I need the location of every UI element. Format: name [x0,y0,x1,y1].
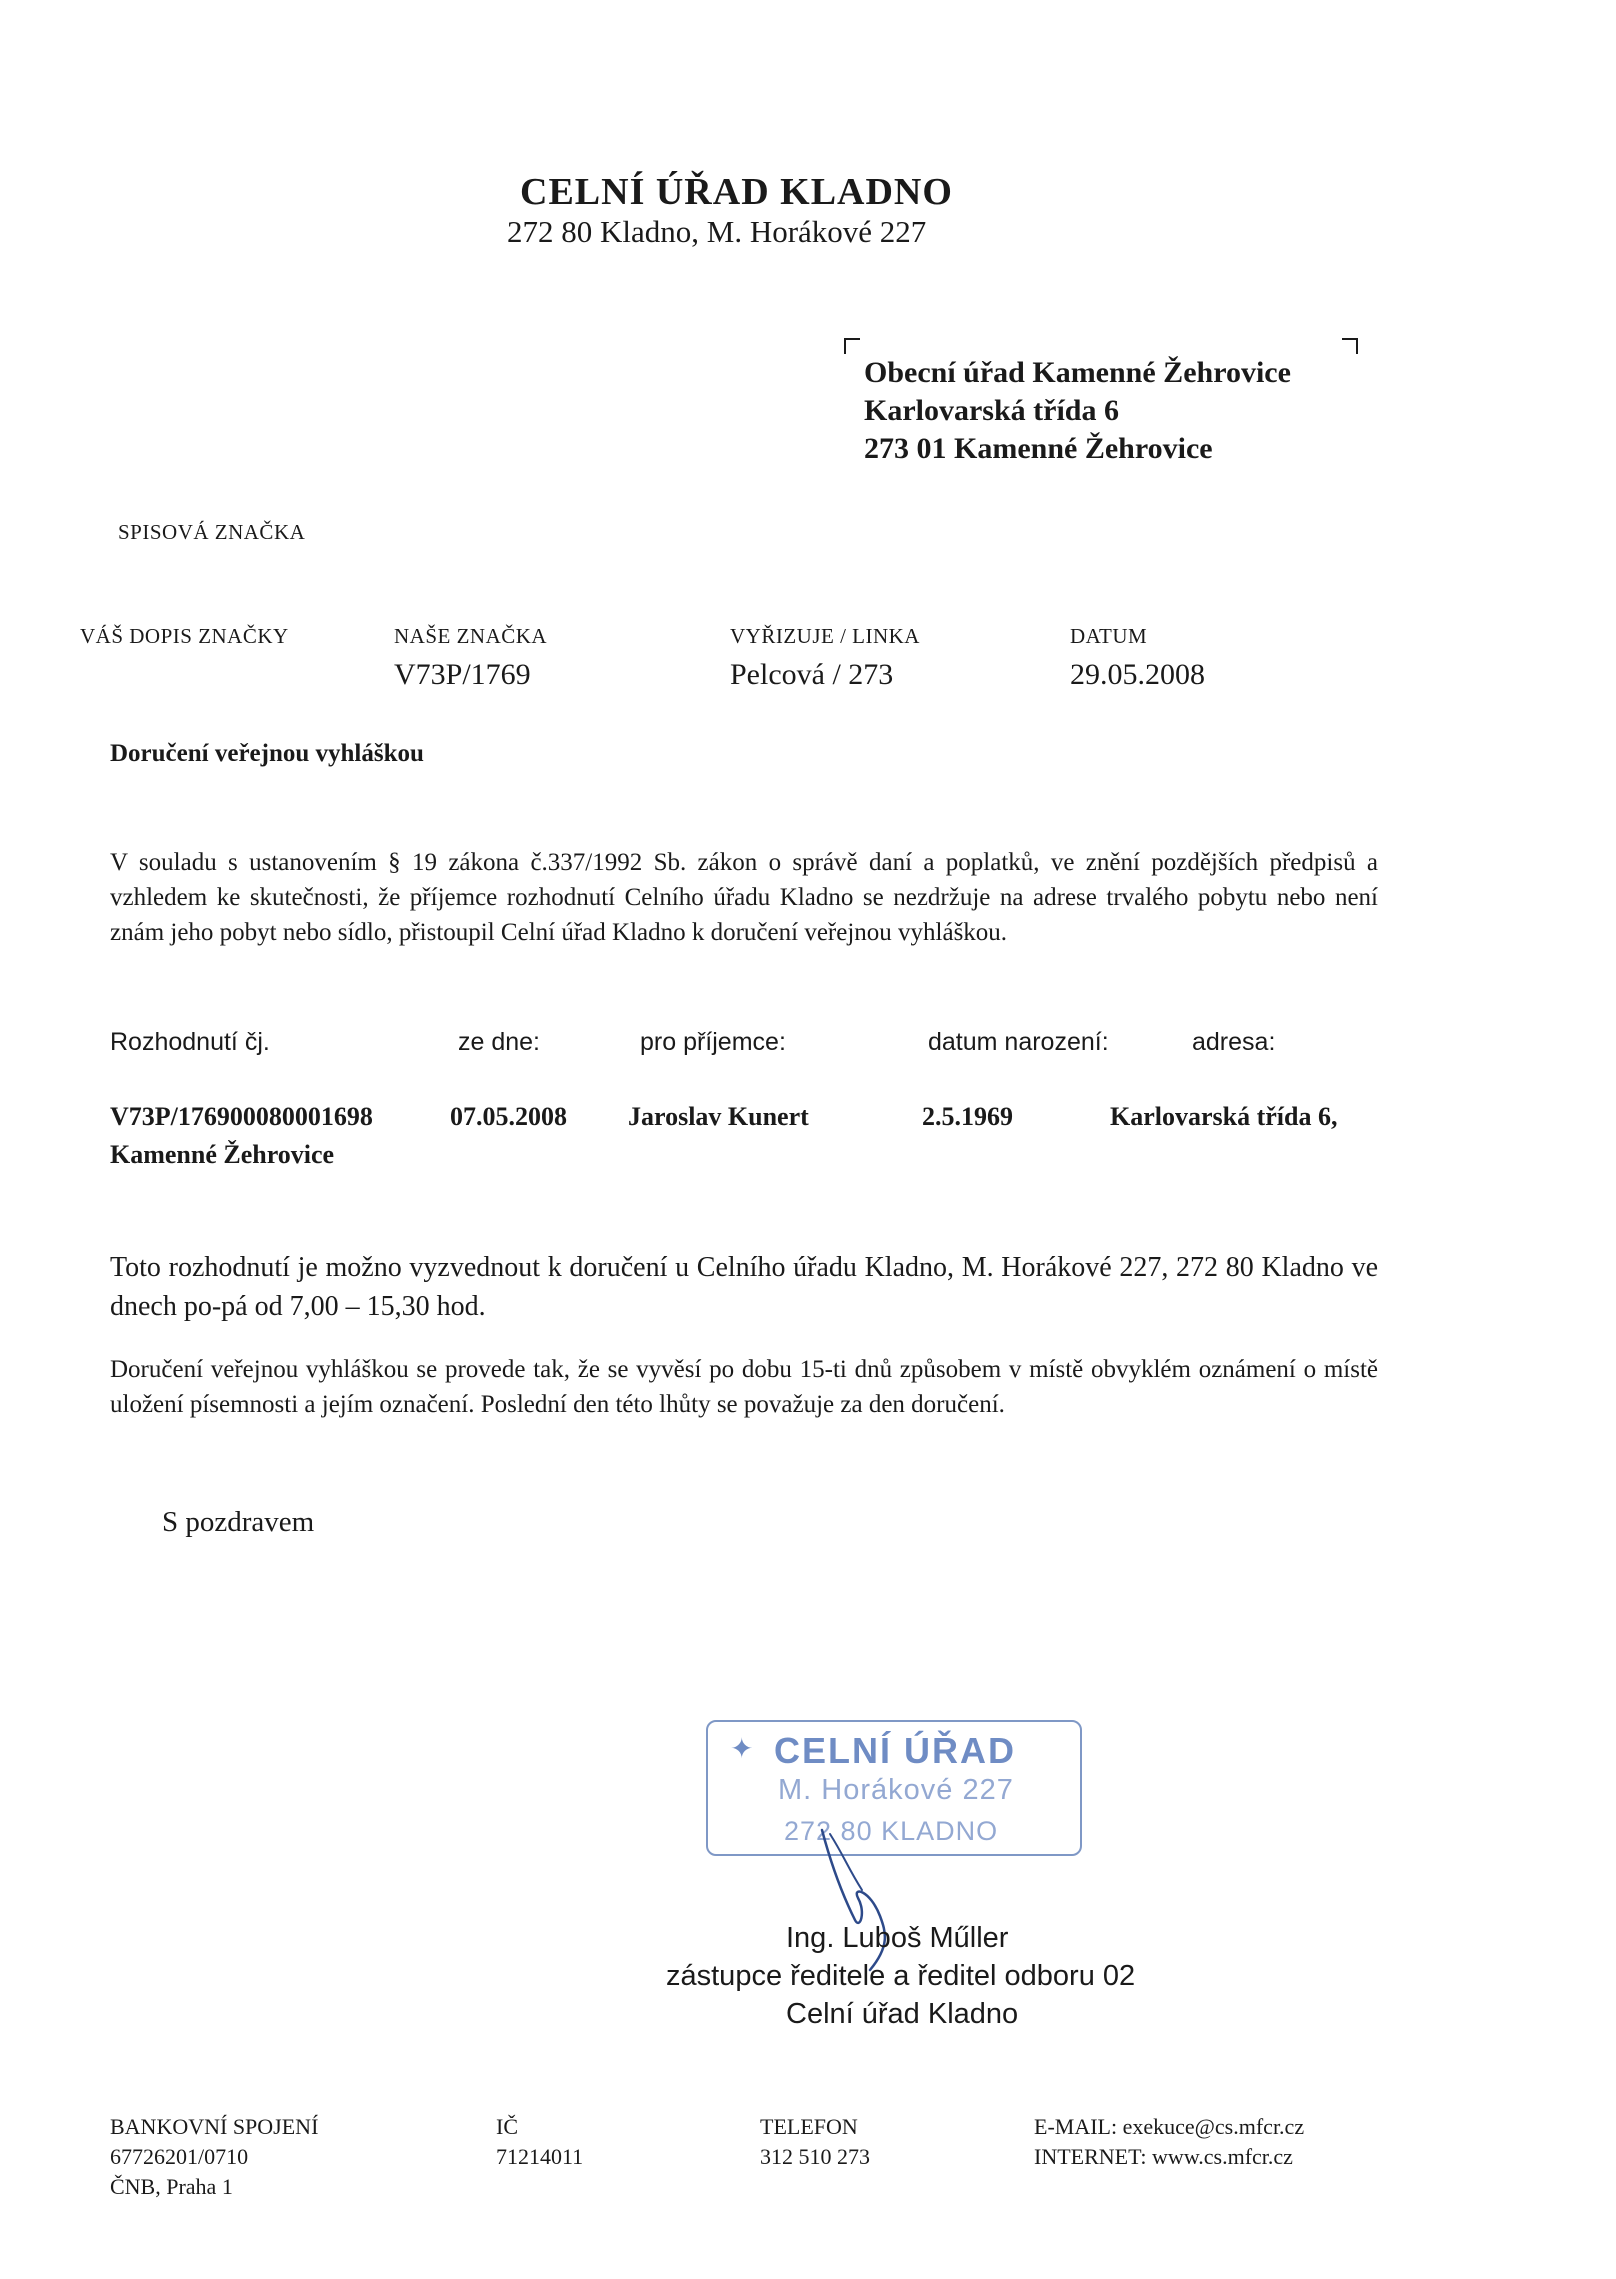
recipient-address-line-1: Karlovarská třída 6, [1110,1102,1338,1131]
footer-company-id: IČ 71214011 [496,2114,584,2169]
decision-number: V73P/176900080001698 [110,1102,373,1131]
footer-phone: TELEFON 312 510 273 [760,2114,870,2169]
handler-value: Pelcová / 273 [730,658,894,691]
decision-recipient: Jaroslav Kunert [628,1102,809,1131]
decision-date: 07.05.2008 [450,1102,567,1131]
decision-recipient-header: pro příjemce: [640,1028,786,1056]
stamp-street: M. Horákové 227 [778,1774,1014,1806]
your-reference-label: VÁŠ DOPIS ZNAČKY [80,624,289,648]
footer-contact: E-MAIL: exekuce@cs.mfcr.cz INTERNET: www.cs.mfcr.cz [1034,2114,1305,2169]
body-paragraph: Doručení veřejnou vyhláškou se provede tak, že se vyvěsí po dobu 15-ti dnů způsobem v místě obvyklém oznámení o místě uložení písemnosti a jejím označení. Poslední den této lhůty se považuje za den doručení. [110,1356,1378,1418]
date-value: 29.05.2008 [1070,658,1205,691]
footer-bank-details: BANKOVNÍ SPOJENÍ 67726201/0710 ČNB, Praha 1 [110,2114,319,2199]
recipient-name: Obecní úřad Kamenné Žehrovice [864,356,1291,389]
address-corner-mark [1342,338,1358,354]
file-reference-label: SPISOVÁ ZNAČKA [118,520,306,544]
recipient-street: Karlovarská třída 6 [864,394,1119,427]
body-paragraph: Toto rozhodnutí je možno vyzvednout k doručení u Celního úřadu Kladno, M. Horákové 227, 272 80 Kladno ve dnech po-pá od 7,00 – 15,30 hod. [110,1252,1378,1322]
office-address: 272 80 Kladno, M. Horákové 227 [507,214,927,249]
decision-date-header: ze dne: [458,1028,541,1056]
recipient-city: 273 01 Kamenné Žehrovice [864,432,1213,465]
body-paragraph: V souladu s ustanovením § 19 zákona č.337/1992 Sb. zákon o správě daní a poplatků, ve znění pozdějších předpisů a vzhledem ke skutečnosti, že příjemce rozhodnutí Celního úřadu Kladno se nezdržuje na adrese trvalého pobytu nebo není znám jeho pobyt nebo sídlo, přistoupil Celní úřad Kladno k doručení veřejnou vyhláškou. [110,849,1378,946]
recipient-address-line-2: Kamenné Žehrovice [110,1140,335,1169]
signatory-title: zástupce ředitele a ředitel odboru 02 [666,1960,1136,1992]
birth-date-header: datum narození: [928,1028,1109,1056]
office-name: CELNÍ ÚŘAD KLADNO [520,171,953,213]
stamp-city: 272 80 KLADNO [784,1816,999,1846]
signatory-office: Celní úřad Kladno [786,1998,1019,2030]
birth-date: 2.5.1969 [922,1102,1013,1131]
decision-number-header: Rozhodnutí čj. [110,1028,270,1056]
our-reference-value: V73P/1769 [394,658,531,691]
handler-label: VYŘIZUJE / LINKA [730,624,920,648]
stamp-office-name: CELNÍ ÚŘAD [774,1730,1016,1771]
letter-subject: Doručení veřejnou vyhláškou [110,740,424,767]
our-reference-label: NAŠE ZNAČKA [394,624,548,648]
handwritten-signature [800,1820,940,1980]
date-label: DATUM [1070,624,1148,648]
address-corner-mark [844,338,860,354]
greeting: S pozdravem [162,1506,315,1538]
address-header: adresa: [1192,1028,1276,1056]
eagle-emblem-icon: ✦ [730,1733,754,1764]
signatory-name: Ing. Luboš Műller [786,1922,1009,1954]
